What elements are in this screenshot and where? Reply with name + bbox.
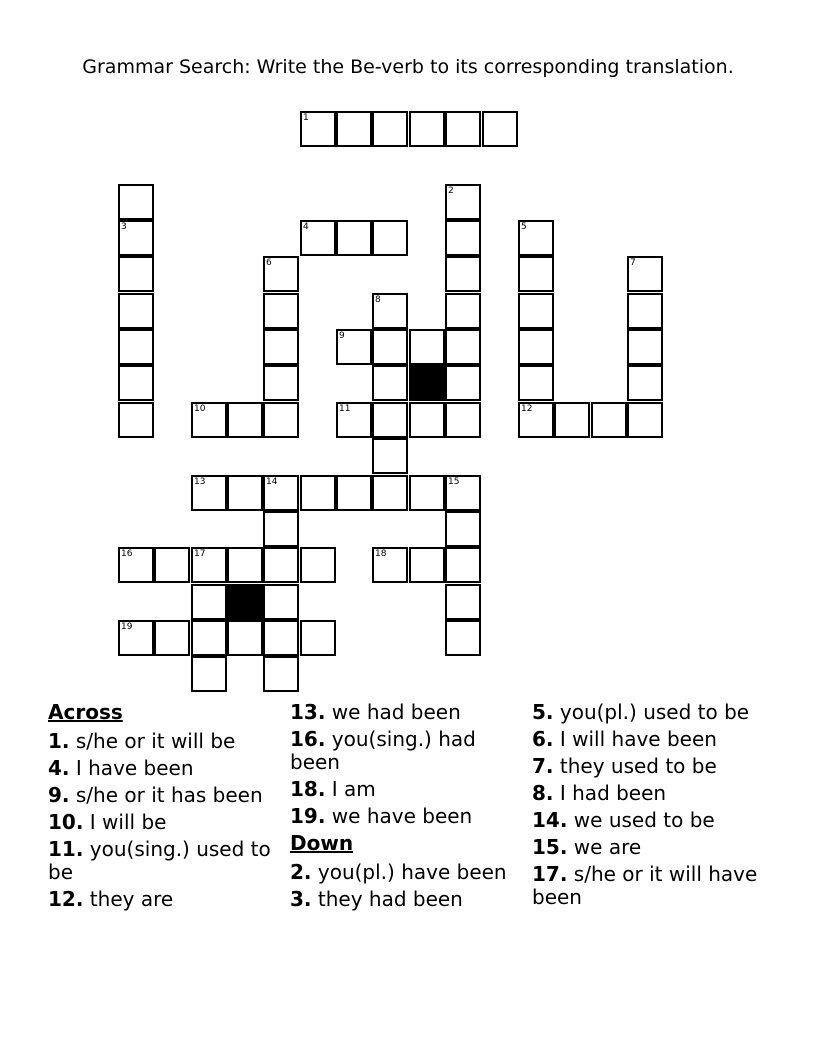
clue-number: 12 (521, 404, 533, 414)
answer-cell[interactable] (445, 475, 481, 511)
clue-number: 5 (521, 222, 527, 232)
answer-cell[interactable] (263, 293, 299, 329)
answer-cell[interactable] (263, 584, 299, 620)
answer-cell[interactable] (191, 547, 227, 583)
clue-number: 4 (303, 222, 309, 232)
answer-cell[interactable] (336, 475, 372, 511)
answer-cell[interactable] (263, 329, 299, 365)
answer-cell[interactable] (191, 584, 227, 620)
answer-cell[interactable] (263, 475, 299, 511)
answer-cell[interactable] (118, 547, 154, 583)
answer-cell[interactable] (445, 256, 481, 292)
answer-cell[interactable] (300, 620, 336, 656)
across-heading: Across (48, 700, 123, 724)
clue-across-11: 11. you(sing.) used to be (48, 837, 271, 884)
clue-across-12: 12. they are (48, 887, 174, 911)
clue-across-16: 16. you(sing.) had been (290, 727, 476, 774)
clue-down-15: 15. we are (532, 835, 642, 859)
answer-cell[interactable] (627, 293, 663, 329)
answer-cell[interactable] (409, 402, 445, 438)
answer-cell[interactable] (227, 620, 263, 656)
answer-cell[interactable] (627, 402, 663, 438)
answer-cell[interactable] (191, 402, 227, 438)
answer-cell[interactable] (227, 402, 263, 438)
answer-cell[interactable] (445, 329, 481, 365)
clue-number: 7 (630, 258, 636, 268)
clue-number: 8 (375, 295, 381, 305)
answer-cell[interactable] (154, 620, 190, 656)
answer-cell[interactable] (445, 402, 481, 438)
answer-cell[interactable] (118, 402, 154, 438)
clue-number: 11 (339, 404, 351, 414)
answer-cell[interactable] (518, 329, 554, 365)
answer-cell[interactable] (409, 329, 445, 365)
answer-cell[interactable] (263, 620, 299, 656)
answer-cell[interactable] (227, 547, 263, 583)
clue-number: 15 (448, 477, 460, 487)
clue-down-8: 8. I had been (532, 781, 667, 805)
answer-cell[interactable] (263, 656, 299, 692)
answer-cell[interactable] (372, 475, 408, 511)
clue-number: 19 (121, 622, 133, 632)
clue-down-17: 17. s/he or it will have been (532, 862, 758, 909)
clue-down-14: 14. we used to be (532, 808, 715, 832)
answer-cell[interactable] (445, 547, 481, 583)
answer-cell[interactable] (518, 256, 554, 292)
clue-down-2: 2. you(pl.) have been (290, 860, 507, 884)
clue-down-3: 3. they had been (290, 887, 463, 911)
answer-cell[interactable] (118, 256, 154, 292)
answer-cell[interactable] (445, 293, 481, 329)
answer-cell[interactable] (300, 475, 336, 511)
answer-cell[interactable] (300, 220, 336, 256)
answer-cell[interactable] (336, 329, 372, 365)
answer-cell[interactable] (263, 511, 299, 547)
clue-number: 16 (121, 549, 133, 559)
clue-down-7: 7. they used to be (532, 754, 717, 778)
answer-cell[interactable] (336, 402, 372, 438)
answer-cell[interactable] (118, 184, 154, 220)
clue-number: 18 (375, 549, 387, 559)
clue-number: 10 (194, 404, 206, 414)
answer-cell[interactable] (372, 329, 408, 365)
answer-cell[interactable] (263, 402, 299, 438)
clue-across-9: 9. s/he or it has been (48, 783, 263, 807)
answer-cell[interactable] (118, 329, 154, 365)
answer-cell[interactable] (372, 402, 408, 438)
answer-cell[interactable] (445, 511, 481, 547)
clue-down-5: 5. you(pl.) used to be (532, 700, 750, 724)
clue-across-1: 1. s/he or it will be (48, 729, 236, 753)
answer-cell[interactable] (336, 111, 372, 147)
answer-cell[interactable] (191, 620, 227, 656)
answer-cell[interactable] (118, 365, 154, 401)
answer-cell[interactable] (445, 365, 481, 401)
answer-cell[interactable] (409, 475, 445, 511)
answer-cell[interactable] (627, 365, 663, 401)
clue-number: 17 (194, 549, 206, 559)
answer-cell[interactable] (227, 475, 263, 511)
clue-number: 14 (266, 477, 278, 487)
clue-across-18: 18. I am (290, 777, 376, 801)
answer-cell[interactable] (518, 220, 554, 256)
answer-cell[interactable] (372, 111, 408, 147)
answer-cell[interactable] (372, 547, 408, 583)
answer-cell[interactable] (445, 220, 481, 256)
clue-number: 1 (303, 113, 309, 123)
clues-column-3 (532, 701, 764, 913)
puzzle-title: Grammar Search: Write the Be-verb to its corresponding translation. (82, 56, 734, 78)
answer-cell[interactable] (518, 293, 554, 329)
answer-cell[interactable] (191, 475, 227, 511)
clue-number: 3 (121, 222, 127, 232)
answer-cell[interactable] (300, 111, 336, 147)
clue-number: 9 (339, 331, 345, 341)
answer-cell[interactable] (263, 365, 299, 401)
answer-cell[interactable] (627, 256, 663, 292)
answer-cell[interactable] (118, 620, 154, 656)
answer-cell[interactable] (409, 547, 445, 583)
answer-cell[interactable] (263, 256, 299, 292)
answer-cell[interactable] (627, 329, 663, 365)
answer-cell[interactable] (445, 111, 481, 147)
clue-number: 13 (194, 477, 206, 487)
down-heading: Down (290, 831, 354, 855)
answer-cell[interactable] (445, 184, 481, 220)
answer-cell[interactable] (518, 365, 554, 401)
clues-column-2 (290, 701, 522, 915)
answer-cell[interactable] (191, 656, 227, 692)
answer-cell[interactable] (118, 220, 154, 256)
clue-number: 2 (448, 186, 454, 196)
clue-across-4: 4. I have been (48, 756, 194, 780)
answer-cell[interactable] (518, 402, 554, 438)
clue-down-6: 6. I will have been (532, 727, 717, 751)
answer-cell[interactable] (445, 584, 481, 620)
clue-number: 6 (266, 258, 272, 268)
answer-cell[interactable] (336, 220, 372, 256)
answer-cell[interactable] (372, 438, 408, 474)
answer-cell[interactable] (263, 547, 299, 583)
answer-cell[interactable] (372, 220, 408, 256)
answer-cell[interactable] (118, 293, 154, 329)
answer-cell[interactable] (372, 293, 408, 329)
answer-cell[interactable] (409, 111, 445, 147)
answer-cell[interactable] (372, 365, 408, 401)
black-square (227, 584, 263, 620)
answer-cell[interactable] (591, 402, 627, 438)
black-square (409, 365, 445, 401)
clue-across-19: 19. we have been (290, 804, 473, 828)
clues-column-1 (48, 701, 280, 915)
answer-cell[interactable] (300, 547, 336, 583)
answer-cell[interactable] (445, 620, 481, 656)
answer-cell[interactable] (154, 547, 190, 583)
clue-across-13: 13. we had been (290, 700, 461, 724)
clue-across-10: 10. I will be (48, 810, 167, 834)
answer-cell[interactable] (554, 402, 590, 438)
answer-cell[interactable] (482, 111, 518, 147)
